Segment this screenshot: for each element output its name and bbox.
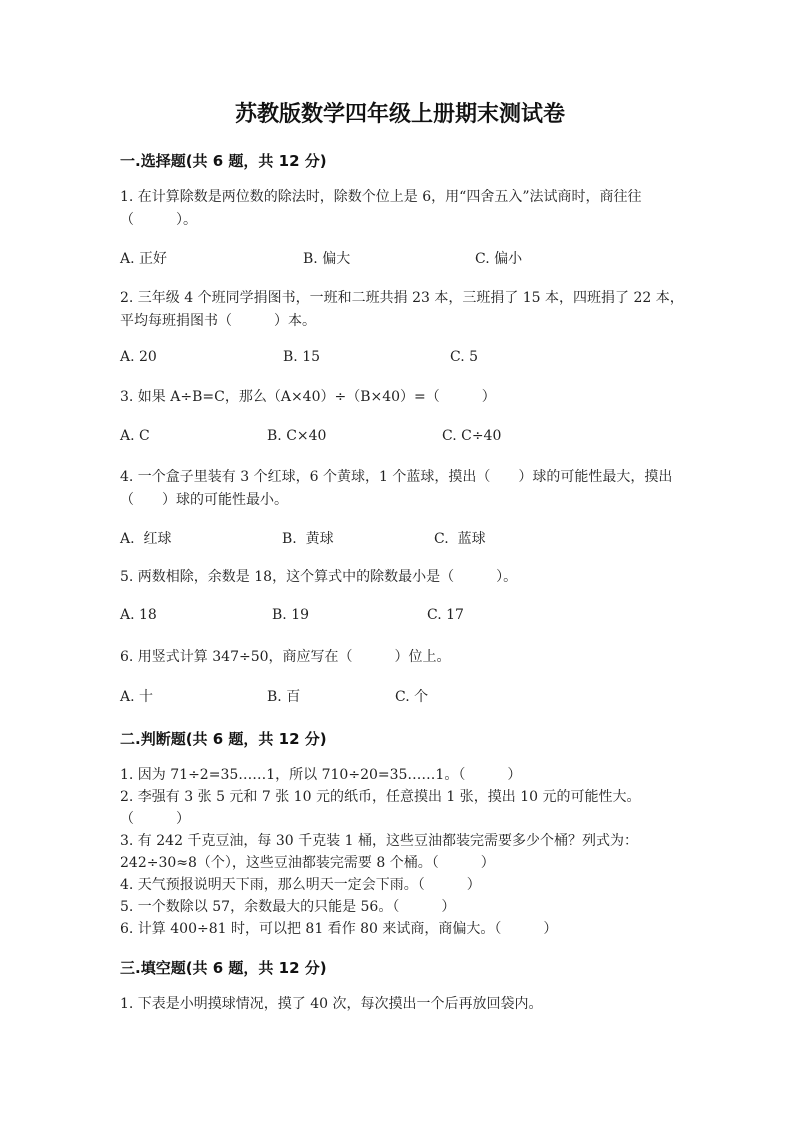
judge-item-5: 5. 一个数除以 57，余数最大的只能是 56。（ ） — [120, 899, 456, 915]
choice-question-1: 1. 在计算除数是两位数的除法时，除数个位上是 6，用“四舍五入”法试商时，商往往（ ）。 — [120, 189, 642, 228]
choice-options-3 — [120, 428, 685, 450]
exam-title: 苏教版数学四年级上册期末测试卷 — [234, 102, 565, 127]
choice-options-6 — [120, 686, 685, 708]
option-b[interactable]: B. 19 — [272, 607, 310, 623]
judge-item-2: 2. 李强有 3 张 5 元和 7 张 10 元的纸币，任意摸出 1 张，摸出 10 元的可能性大。（ ） — [120, 789, 641, 827]
choice-options-4 — [120, 528, 685, 550]
option-b[interactable]: B. 15 — [283, 349, 321, 365]
section-heading-fill: 三.填空题(共 6 题，共 12 分) — [120, 959, 327, 977]
fill-question-1: 1. 下表是小明摸球情况，摸了 40 次，每次摸出一个后再放回袋内。 — [120, 996, 543, 1012]
option-a[interactable]: A. C — [120, 428, 150, 444]
option-c[interactable]: C. 偏小 — [475, 251, 523, 267]
option-a[interactable]: A. 红球 — [120, 531, 172, 547]
choice-options-5 — [120, 607, 685, 629]
choice-question-2: 2. 三年级 4 个班同学捐图书，一班和二班共捐 23 本，三班捐了 15 本，四班捐了 22 本，平均每班捐图书（ ）本。 — [120, 290, 684, 329]
choice-options-1 — [120, 248, 685, 270]
choice-options-2 — [120, 349, 685, 371]
judge-item-3: 3. 有 242 千克豆油，每 30 千克装 1 桶，这些豆油都装完需要多少个桶？列式为：242÷30≈8（个），这些豆油都装完需要 8 个桶。（ ） — [120, 833, 638, 871]
judge-item-1: 1. 因为 71÷2=35……1，所以 710÷20=35……1。（ ） — [120, 767, 522, 783]
option-c[interactable]: C. 17 — [427, 607, 464, 623]
option-b[interactable]: B. C×40 — [267, 428, 327, 444]
option-c[interactable]: C. C÷40 — [442, 428, 502, 444]
option-c[interactable]: C. 蓝球 — [434, 531, 486, 547]
option-b[interactable]: B. 偏大 — [303, 251, 351, 267]
option-b[interactable]: B. 百 — [267, 689, 301, 705]
option-a[interactable]: A. 20 — [120, 349, 157, 365]
option-a[interactable]: A. 十 — [120, 689, 154, 705]
option-b[interactable]: B. 黄球 — [282, 531, 334, 547]
choice-question-6: 6. 用竖式计算 347÷50，商应写在（ ）位上。 — [120, 649, 451, 665]
section-heading-judge: 二.判断题(共 6 题，共 12 分) — [120, 730, 327, 748]
option-a[interactable]: A. 正好 — [120, 251, 168, 267]
option-c[interactable]: C. 个 — [395, 689, 429, 705]
option-c[interactable]: C. 5 — [450, 349, 479, 365]
choice-question-5: 5. 两数相除，余数是 18，这个算式中的除数最小是（ ）。 — [120, 569, 518, 585]
judge-item-4: 4. 天气预报说明天下雨，那么明天一定会下雨。（ ） — [120, 877, 481, 893]
section-heading-choice: 一.选择题(共 6 题，共 12 分) — [120, 152, 327, 170]
choice-question-3: 3. 如果 A÷B=C，那么（A×40）÷（B×40）=（ ） — [120, 389, 496, 405]
choice-question-4: 4. 一个盒子里装有 3 个红球，6 个黄球，1 个蓝球，摸出（ ）球的可能性最大，摸出（ ）球的可能性最小。 — [120, 469, 673, 508]
option-a[interactable]: A. 18 — [120, 607, 157, 623]
judge-item-6: 6. 计算 400÷81 时，可以把 81 看作 80 来试商，商偏大。（ ） — [120, 921, 558, 937]
